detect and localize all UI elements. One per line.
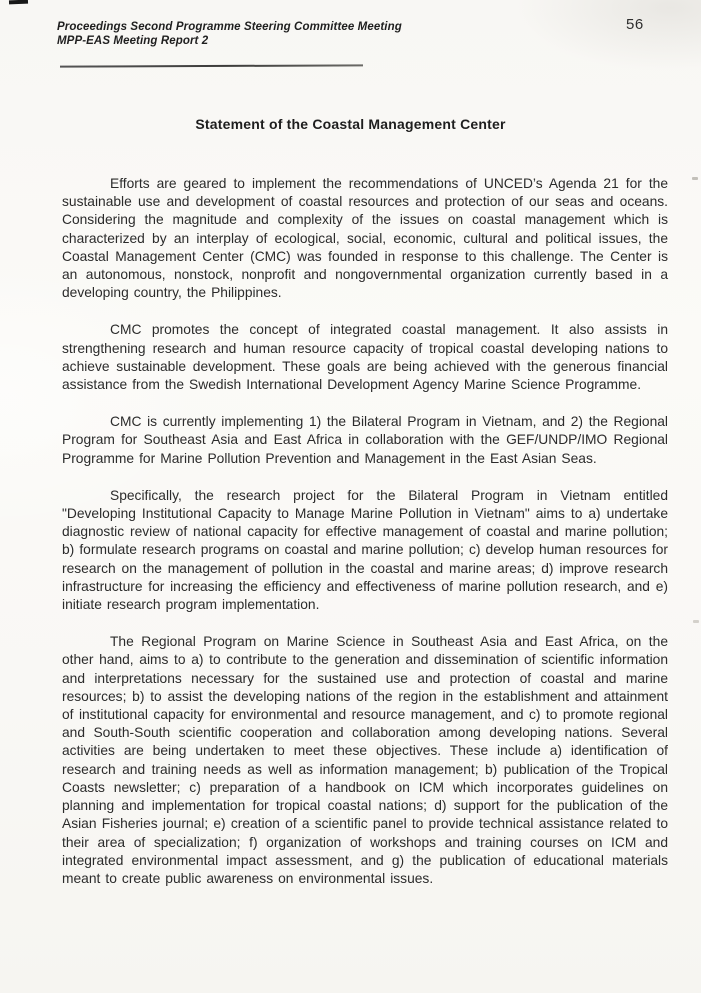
running-header-line2: MPP-EAS Meeting Report 2 — [57, 35, 209, 47]
paragraph: Efforts are geared to implement the recommendations of UNCED’s Agenda 21 for the sustainable use and development of coastal resources and protection of our seas and oceans. Considering the magnitude and complexity of the issues on coastal management which is characterized by an interplay of ecological, social, economic, cultural and political issues, the Coastal Management Center (CMC) was founded in response to this challenge. The Center is an autonomous, nonstock, nonprofit and nongovernmental organization currently based in a developing country, the Philippines. — [62, 176, 668, 301]
scan-artifact-right-edge — [692, 177, 698, 180]
page-title: Statement of the Coastal Management Center — [195, 116, 506, 132]
paragraph: The Regional Program on Marine Science in Southeast Asia and East Africa, on the other hand, aims to a) to contribute to the generation and dissemination of scientific information and interpretations necessary for the sustained use and protection of coastal and marine resources; b) to assist the developing nations of the region in the establishment and attainment of institutional capacity for environmental and resource management, and c) to promote regional and South-South scientific cooperation and collaboration among developing nations. Several activities are being undertaken to meet these objectives. These include a) identification of research and training needs as well as information management; b) publication of the Tropical Coasts newsletter; c) preparation of a handbook on ICM which incorporates guidelines on planning and implementation for tropical coastal nations; d) support for the publication of the Asian Fisheries journal; e) creation of a scientific panel to provide technical assistance related to their area of specialization; f) organization of workshops and training courses on ICM and integrated environmental impact assessment, and g) the publication of educational materials meant to create public awareness on environmental issues. — [62, 634, 668, 886]
page-number: 56 — [626, 16, 644, 33]
paragraph: CMC promotes the concept of integrated coastal management. It also assists in strengthening research and human resource capacity of tropical coastal developing nations to achieve sustainable development. These goals are being achieved with the generous financial assistance from the Swedish International Development Agency Marine Science Programme. — [62, 322, 668, 393]
scan-artifact-top-left — [9, 0, 28, 4]
header-rule — [60, 64, 363, 67]
scan-artifact-right-edge — [693, 620, 699, 623]
document-body — [62, 175, 668, 907]
paragraph: CMC is currently implementing 1) the Bilateral Program in Vietnam, and 2) the Regional Program for Southeast Asia and East Africa in collaboration with the GEF/UNDP/IMO Regional Programme for Marine Pollution Prevention and Management in the East Asian Seas. — [62, 414, 668, 466]
paragraph: Specifically, the research project for the Bilateral Program in Vietnam entitled "Developing Institutional Capacity to Manage Marine Pollution in Vietnam" aims to a) undertake diagnostic review of national capacity for effective management of coastal and marine pollution; b) formulate research programs on coastal and marine pollution; c) develop human resources for research on the management of pollution in the coastal and marine areas; d) improve research infrastructure for increasing the efficiency and effectiveness of marine pollution research, and e) initiate research program implementation. — [62, 487, 668, 613]
running-header-line1: Proceedings Second Programme Steering Committee Meeting — [57, 21, 402, 33]
running-header — [57, 20, 402, 48]
